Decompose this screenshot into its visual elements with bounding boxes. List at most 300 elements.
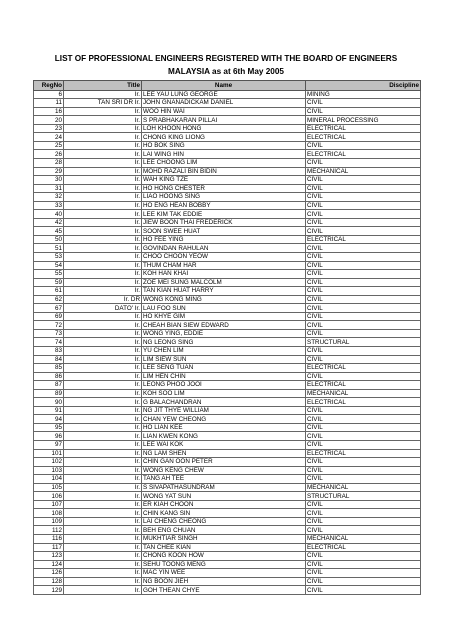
name-cell: WONG YING, EDDIE (142, 329, 306, 338)
name-cell: KOH SOO LIM (142, 389, 306, 398)
regno-cell: 45 (34, 227, 64, 236)
table-row (34, 312, 421, 321)
title-cell: Ir. (64, 526, 142, 535)
regno-cell: 105 (34, 483, 64, 492)
title-cell: Ir. (64, 577, 142, 586)
discipline-cell: CIVIL (306, 329, 421, 338)
table-row (34, 483, 421, 492)
regno-cell: 40 (34, 210, 64, 219)
regno-cell: 124 (34, 560, 64, 569)
name-cell: S PRABHAKARAN PILLAI (142, 116, 306, 125)
table-row (34, 517, 421, 526)
title-cell: Ir. (64, 124, 142, 133)
table-row (34, 201, 421, 210)
discipline-cell: CIVIL (306, 526, 421, 535)
regno-cell: 109 (34, 517, 64, 526)
regno-cell: 128 (34, 577, 64, 586)
name-cell: WONG KENG CHEW (142, 466, 306, 475)
name-cell: CHIN KANG SIN (142, 509, 306, 518)
regno-cell: 94 (34, 415, 64, 424)
title-cell: Ir. (64, 329, 142, 338)
regno-cell: 74 (34, 338, 64, 347)
discipline-cell: CIVIL (306, 347, 421, 356)
discipline-cell: CIVIL (306, 244, 421, 253)
name-cell: NG JIT THYE WILLIAM (142, 406, 306, 415)
name-cell: HO LIAN KEE (142, 423, 306, 432)
title-cell: Ir. (64, 227, 142, 236)
regno-cell: 73 (34, 329, 64, 338)
regno-cell: 61 (34, 287, 64, 296)
discipline-cell: ELECTRICAL (306, 124, 421, 133)
table-row (34, 569, 421, 578)
title-cell: Ir. (64, 372, 142, 381)
table-row (34, 372, 421, 381)
title-cell: Ir. (64, 347, 142, 356)
discipline-cell: CIVIL (306, 99, 421, 108)
name-cell: S SIVAPATHASUNDRAM (142, 483, 306, 492)
name-cell: LEE KIM TAK EDDIE (142, 210, 306, 219)
regno-cell: 53 (34, 252, 64, 261)
title-cell: Ir. (64, 458, 142, 467)
table-row (34, 304, 421, 313)
table-row (34, 449, 421, 458)
table-row (34, 235, 421, 244)
title-cell: Ir. (64, 176, 142, 185)
title-cell: Ir. (64, 381, 142, 390)
regno-cell: 24 (34, 133, 64, 142)
title-cell: Ir. (64, 270, 142, 279)
discipline-cell: CIVIL (306, 586, 421, 595)
table-row (34, 347, 421, 356)
title-cell: Ir. (64, 517, 142, 526)
name-cell: LIAO HOONG SING (142, 193, 306, 202)
regno-cell: 108 (34, 509, 64, 518)
name-cell: HO ENG HEAN BOBBY (142, 201, 306, 210)
table-row (34, 389, 421, 398)
name-cell: NG BOON JIEH (142, 577, 306, 586)
regno-cell: 112 (34, 526, 64, 535)
discipline-cell: CIVIL (306, 432, 421, 441)
regno-cell: 90 (34, 398, 64, 407)
regno-header: RegNo (34, 81, 64, 91)
discipline-cell: CIVIL (306, 261, 421, 270)
title-cell: Ir. (64, 90, 142, 99)
discipline-cell: CIVIL (306, 517, 421, 526)
table-row (34, 218, 421, 227)
title-cell: Ir. (64, 509, 142, 518)
regno-cell: 126 (34, 569, 64, 578)
regno-cell: 104 (34, 475, 64, 484)
discipline-cell: CIVIL (306, 304, 421, 313)
regno-cell: 86 (34, 372, 64, 381)
table-row (34, 261, 421, 270)
regno-cell: 97 (34, 441, 64, 450)
regno-cell: 26 (34, 150, 64, 159)
table-row (34, 355, 421, 364)
discipline-cell: ELECTRICAL (306, 235, 421, 244)
regno-cell: 23 (34, 124, 64, 133)
name-cell: G BALACHANDRAN (142, 398, 306, 407)
regno-cell: 84 (34, 355, 64, 364)
title-cell: Ir. (64, 201, 142, 210)
discipline-cell: CIVIL (306, 295, 421, 304)
table-row (34, 432, 421, 441)
discipline-cell: CIVIL (306, 218, 421, 227)
regno-cell: 129 (34, 586, 64, 595)
table-row (34, 167, 421, 176)
title-cell: Ir. (64, 475, 142, 484)
regno-cell: 30 (34, 176, 64, 185)
regno-cell: 11 (34, 99, 64, 108)
table-row (34, 184, 421, 193)
name-cell: LAI CHENG CHEONG (142, 517, 306, 526)
discipline-cell: ELECTRICAL (306, 133, 421, 142)
discipline-cell: CIVIL (306, 158, 421, 167)
regno-cell: 62 (34, 295, 64, 304)
title-cell: Ir. (64, 167, 142, 176)
title-cell: Ir. (64, 210, 142, 219)
regno-cell: 83 (34, 347, 64, 356)
name-cell: LEE YAU LUNG GEORGE (142, 90, 306, 99)
table-row (34, 158, 421, 167)
title-cell: Ir. (64, 406, 142, 415)
name-cell: CHOO CHOON YEOW (142, 252, 306, 261)
title-cell: Ir. (64, 415, 142, 424)
table-row (34, 107, 421, 116)
regno-cell: 29 (34, 167, 64, 176)
discipline-cell: CIVIL (306, 141, 421, 150)
name-cell: TAN CHEE KIAN (142, 543, 306, 552)
table-row (34, 423, 421, 432)
name-cell: LAU FOO SUN (142, 304, 306, 313)
table-row (34, 227, 421, 236)
title-cell: Ir. (64, 141, 142, 150)
name-cell: LIM SIEW SUN (142, 355, 306, 364)
name-cell: HO HONG CHESTER (142, 184, 306, 193)
title-cell: Ir. (64, 321, 142, 330)
regno-cell: 102 (34, 458, 64, 467)
regno-cell: 91 (34, 406, 64, 415)
table-row (34, 535, 421, 544)
title-cell: Ir. (64, 355, 142, 364)
table-row (34, 526, 421, 535)
discipline-cell: CIVIL (306, 500, 421, 509)
table-row (34, 287, 421, 296)
regno-cell: 95 (34, 423, 64, 432)
name-cell: CHONG KING LIONG (142, 133, 306, 142)
table-row (34, 364, 421, 373)
discipline-cell: CIVIL (306, 423, 421, 432)
page-title-line-2: MALAYSIA as at 6th May 2005 (168, 67, 284, 76)
title-header: Title (64, 81, 142, 91)
table-row (34, 458, 421, 467)
discipline-header: Discipline (306, 81, 421, 91)
title-cell: Ir. (64, 492, 142, 501)
table-row (34, 560, 421, 569)
title-cell: Ir. (64, 158, 142, 167)
discipline-cell: STRUCTURAL (306, 338, 421, 347)
title-cell: Ir. (64, 432, 142, 441)
title-cell: Ir. (64, 364, 142, 373)
title-cell: DATO' Ir. (64, 304, 142, 313)
table-row (34, 321, 421, 330)
table-row (34, 492, 421, 501)
regno-cell: 116 (34, 535, 64, 544)
regno-cell: 103 (34, 466, 64, 475)
discipline-cell: MINING (306, 90, 421, 99)
regno-cell: 55 (34, 270, 64, 279)
title-cell: Ir. (64, 218, 142, 227)
name-cell: LEE CHOONG LIM (142, 158, 306, 167)
discipline-cell: CIVIL (306, 466, 421, 475)
regno-cell: 69 (34, 312, 64, 321)
discipline-cell: CIVIL (306, 560, 421, 569)
title-cell: Ir. (64, 466, 142, 475)
title-cell: Ir. (64, 500, 142, 509)
name-cell: KOH HAN KHAI (142, 270, 306, 279)
regno-cell: 51 (34, 244, 64, 253)
regno-cell: 123 (34, 552, 64, 561)
title-cell: Ir. (64, 543, 142, 552)
table-row (34, 552, 421, 561)
table-row (34, 90, 421, 99)
engineers-table (33, 80, 421, 595)
discipline-cell: CIVIL (306, 107, 421, 116)
table-row (34, 141, 421, 150)
name-cell: JIEW BOON THAI FREDERICK (142, 218, 306, 227)
name-cell: CHAN YEW CHEONG (142, 415, 306, 424)
regno-cell: 107 (34, 500, 64, 509)
discipline-cell: MECHANICAL (306, 389, 421, 398)
table-header (34, 81, 421, 91)
table-row (34, 466, 421, 475)
regno-cell: 16 (34, 107, 64, 116)
name-cell: JOHN GNANADICKAM DANIEL (142, 99, 306, 108)
title-cell: Ir. (64, 560, 142, 569)
title-cell: Ir. (64, 552, 142, 561)
regno-cell: 67 (34, 304, 64, 313)
title-cell: Ir. (64, 483, 142, 492)
name-cell: HO FEE YING (142, 235, 306, 244)
discipline-cell: ELECTRICAL (306, 381, 421, 390)
discipline-cell: CIVIL (306, 176, 421, 185)
title-cell: Ir. (64, 150, 142, 159)
title-cell: Ir. (64, 398, 142, 407)
discipline-cell: CIVIL (306, 441, 421, 450)
title-cell: Ir. (64, 586, 142, 595)
discipline-cell: CIVIL (306, 201, 421, 210)
table-row (34, 338, 421, 347)
table-row (34, 577, 421, 586)
regno-cell: 54 (34, 261, 64, 270)
regno-cell: 72 (34, 321, 64, 330)
discipline-cell: ELECTRICAL (306, 150, 421, 159)
regno-cell: 50 (34, 235, 64, 244)
discipline-cell: CIVIL (306, 184, 421, 193)
name-cell: CHIN GAN OON PETER (142, 458, 306, 467)
name-cell: WAH KING TZE (142, 176, 306, 185)
table-row (34, 415, 421, 424)
title-cell: Ir. (64, 535, 142, 544)
discipline-cell: CIVIL (306, 287, 421, 296)
discipline-cell: CIVIL (306, 475, 421, 484)
name-cell: NG LAM SHEN (142, 449, 306, 458)
discipline-cell: MECHANICAL (306, 483, 421, 492)
title-cell: Ir. (64, 193, 142, 202)
discipline-cell: MINERAL PROCESSING (306, 116, 421, 125)
regno-cell: 59 (34, 278, 64, 287)
discipline-cell: CIVIL (306, 321, 421, 330)
page-title-line-1: LIST OF PROFESSIONAL ENGINEERS REGISTERED WITH THE BOARD OF ENGINEERS (54, 54, 398, 63)
name-cell: ER KIAH CHOON (142, 500, 306, 509)
title-cell: Ir. (64, 287, 142, 296)
name-cell: LIM HEN CHIN (142, 372, 306, 381)
discipline-cell: CIVIL (306, 458, 421, 467)
name-cell: CHONG KOON HOW (142, 552, 306, 561)
table-row (34, 252, 421, 261)
title-cell: Ir. (64, 107, 142, 116)
name-cell: ZOE MEI SUNG MALCOLM (142, 278, 306, 287)
name-cell: GOH THEAN CHYE (142, 586, 306, 595)
discipline-cell: CIVIL (306, 210, 421, 219)
regno-cell: 85 (34, 364, 64, 373)
table-body (34, 90, 421, 594)
title-cell: Ir. (64, 252, 142, 261)
discipline-cell: CIVIL (306, 312, 421, 321)
title-cell: Ir. (64, 133, 142, 142)
table-row (34, 278, 421, 287)
discipline-cell: ELECTRICAL (306, 398, 421, 407)
name-cell: LAI WING HIN (142, 150, 306, 159)
table-row (34, 441, 421, 450)
title-cell: Ir. (64, 244, 142, 253)
table-row (34, 193, 421, 202)
table-row (34, 150, 421, 159)
discipline-cell: CIVIL (306, 193, 421, 202)
title-cell: Ir. (64, 569, 142, 578)
title-cell: TAN SRI DR Ir. (64, 99, 142, 108)
title-cell: Ir. (64, 261, 142, 270)
table-row (34, 475, 421, 484)
table-row (34, 210, 421, 219)
discipline-cell: ELECTRICAL (306, 449, 421, 458)
title-cell: Ir. (64, 184, 142, 193)
name-cell: LEE WAI KOK (142, 441, 306, 450)
discipline-cell: CIVIL (306, 415, 421, 424)
discipline-cell: CIVIL (306, 227, 421, 236)
regno-cell: 106 (34, 492, 64, 501)
regno-cell: 89 (34, 389, 64, 398)
name-cell: TAN KIAN HUAT HARRY (142, 287, 306, 296)
name-cell: SOON SWEE HUAT (142, 227, 306, 236)
page-title (30, 52, 422, 78)
table-row (34, 543, 421, 552)
table-row (34, 176, 421, 185)
table-row (34, 116, 421, 125)
table-row (34, 329, 421, 338)
regno-cell: 96 (34, 432, 64, 441)
table-row (34, 270, 421, 279)
name-cell: WONG YAT SUN (142, 492, 306, 501)
name-cell: NG LEONG SING (142, 338, 306, 347)
table-row (34, 509, 421, 518)
discipline-cell: ELECTRICAL (306, 543, 421, 552)
title-cell: Ir. (64, 278, 142, 287)
table-row (34, 244, 421, 253)
discipline-cell: CIVIL (306, 577, 421, 586)
header-row (34, 81, 421, 91)
regno-cell: 28 (34, 158, 64, 167)
name-cell: LEONG PHOO JOOI (142, 381, 306, 390)
name-cell: LEE SENG TUAN (142, 364, 306, 373)
regno-cell: 20 (34, 116, 64, 125)
title-cell: Ir. (64, 389, 142, 398)
title-cell: Ir. (64, 423, 142, 432)
regno-cell: 6 (34, 90, 64, 99)
name-cell: CHEAH BIAN SIEW EDWARD (142, 321, 306, 330)
name-cell: LOH KHOON HONG (142, 124, 306, 133)
discipline-cell: CIVIL (306, 406, 421, 415)
table-row (34, 500, 421, 509)
regno-cell: 31 (34, 184, 64, 193)
name-cell: HO BOK SING (142, 141, 306, 150)
name-cell: WONG KONG MING (142, 295, 306, 304)
table-row (34, 295, 421, 304)
table-row (34, 99, 421, 108)
discipline-cell: CIVIL (306, 569, 421, 578)
name-cell: THUM CHAM HAR (142, 261, 306, 270)
name-cell: MAC YIN WEE (142, 569, 306, 578)
discipline-cell: MECHANICAL (306, 535, 421, 544)
name-header: Name (142, 81, 306, 91)
discipline-cell: CIVIL (306, 278, 421, 287)
name-cell: SEHU TOONG MENG (142, 560, 306, 569)
table-row (34, 398, 421, 407)
regno-cell: 33 (34, 201, 64, 210)
name-cell: BEH ENG CHUAN (142, 526, 306, 535)
name-cell: GOVINDAN RAHULAN (142, 244, 306, 253)
regno-cell: 87 (34, 381, 64, 390)
name-cell: LIAN KWEN KONG (142, 432, 306, 441)
table-row (34, 133, 421, 142)
table-row (34, 381, 421, 390)
discipline-cell: CIVIL (306, 270, 421, 279)
table-row (34, 124, 421, 133)
discipline-cell: CIVIL (306, 372, 421, 381)
regno-cell: 101 (34, 449, 64, 458)
discipline-cell: CIVIL (306, 355, 421, 364)
discipline-cell: CIVIL (306, 509, 421, 518)
name-cell: HO KHYE GIM (142, 312, 306, 321)
name-cell: TANG AH TEE (142, 475, 306, 484)
name-cell: WOO HIN WAI (142, 107, 306, 116)
title-cell: Ir. DR (64, 295, 142, 304)
discipline-cell: STRUCTURAL (306, 492, 421, 501)
title-cell: Ir. (64, 449, 142, 458)
discipline-cell: ELECTRICAL (306, 364, 421, 373)
name-cell: YU CHEN LIM (142, 347, 306, 356)
table-row (34, 586, 421, 595)
title-cell: Ir. (64, 235, 142, 244)
regno-cell: 32 (34, 193, 64, 202)
name-cell: MOHD RAZALI BIN BIDIN (142, 167, 306, 176)
name-cell: MUKHTIAR SINGH (142, 535, 306, 544)
regno-cell: 117 (34, 543, 64, 552)
title-cell: Ir. (64, 312, 142, 321)
regno-cell: 42 (34, 218, 64, 227)
table-row (34, 406, 421, 415)
title-cell: Ir. (64, 338, 142, 347)
